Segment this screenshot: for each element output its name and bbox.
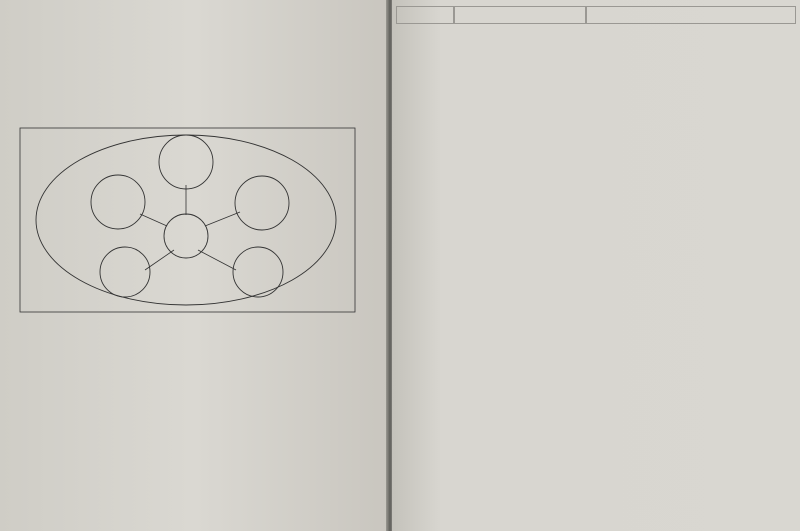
lesson-header-table: [392, 6, 800, 24]
node-center: [164, 214, 208, 258]
plot-diagram: [0, 0, 388, 531]
diagram-frame: [20, 128, 355, 312]
node-top: [159, 135, 213, 189]
header-quarter: [396, 6, 454, 24]
node-bottom-right: [233, 247, 283, 297]
node-right: [235, 176, 289, 230]
diagram-ellipse: [36, 135, 336, 305]
node-left: [91, 175, 145, 229]
right-page: [392, 0, 800, 531]
header-date: [586, 6, 796, 24]
left-page: [0, 0, 388, 531]
header-class: [454, 6, 586, 24]
node-bottom-left: [100, 247, 150, 297]
